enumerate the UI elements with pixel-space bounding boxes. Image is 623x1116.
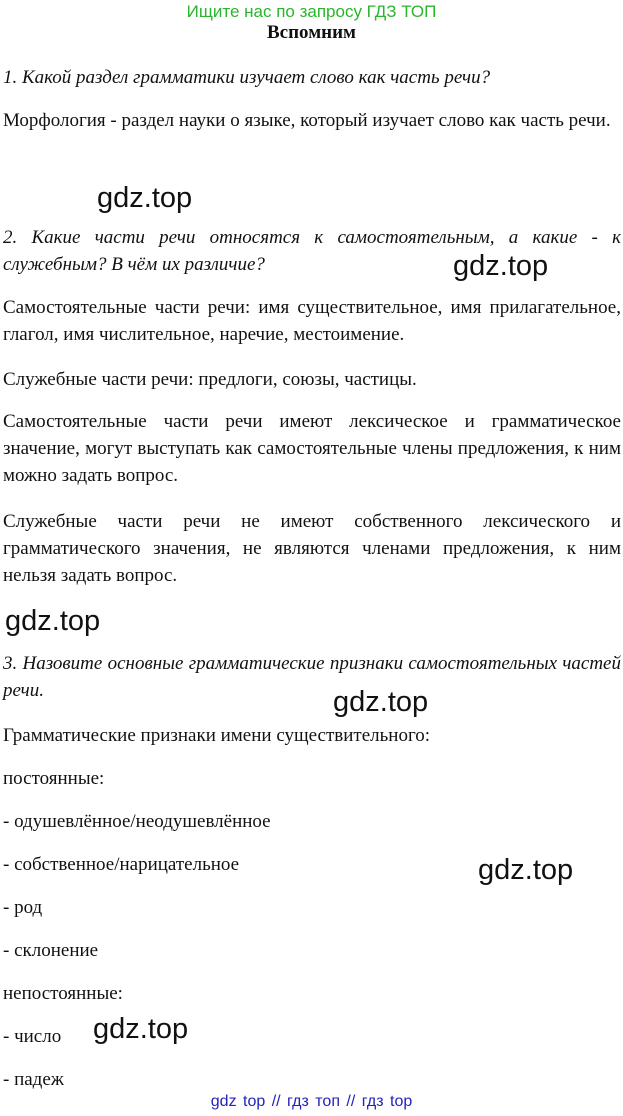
question-3: 3. Назовите основные грамматические признаки самостоятельных частей речи. — [3, 653, 621, 701]
answer-3-intro: Грамматические признаки имени существительного: — [3, 725, 431, 746]
answer-2-auxiliary-features: Служебные части речи не имеют собственного лексического и грамматического значения, не являются членами предложения, к ним нельзя задать вопрос. — [3, 511, 621, 586]
answer-2-independent: Самостоятельные части речи: имя существительное, имя прилагательное, глагол, имя числительное, наречие, местоимение. — [3, 297, 621, 345]
watermark: gdz.top — [478, 854, 574, 886]
list-item: - число — [3, 1026, 62, 1047]
watermark: gdz.top — [453, 250, 549, 282]
list-item: - падеж — [3, 1069, 64, 1090]
answer-2-independent-features: Самостоятельные части речи имеют лексическое и грамматическое значение, могут выступать как самостоятельные члены предложения, к ним можно задать вопрос. — [3, 411, 621, 486]
footer-links: gdz top // гдз топ // гдз top — [210, 1093, 413, 1110]
list-item: - собственное/нарицательное — [3, 854, 240, 875]
variable-features-label: непостоянные: — [3, 983, 123, 1004]
page-heading: Вспомним — [267, 22, 356, 43]
list-item: - склонение — [3, 940, 99, 961]
answer-1: Морфология - раздел науки о языке, который изучает слово как часть речи. — [3, 110, 611, 131]
watermark: gdz.top — [333, 686, 429, 718]
list-item: - род — [3, 897, 43, 918]
watermark: gdz.top — [97, 182, 193, 214]
question-1: 1. Какой раздел грамматики изучает слово как часть речи? — [3, 67, 491, 88]
question-2: 2. Какие части речи относятся к самостоятельным, а какие - к служебным? В чём их различие? — [3, 227, 621, 275]
watermark: gdz.top — [93, 1013, 189, 1045]
constant-features-label: постоянные: — [3, 768, 105, 789]
answer-2-auxiliary: Служебные части речи: предлоги, союзы, частицы. — [3, 369, 417, 390]
search-banner: Ищите нас по запросу ГДЗ ТОП — [186, 2, 437, 21]
watermark: gdz.top — [5, 605, 101, 637]
list-item: - одушевлённое/неодушевлённое — [3, 811, 271, 832]
